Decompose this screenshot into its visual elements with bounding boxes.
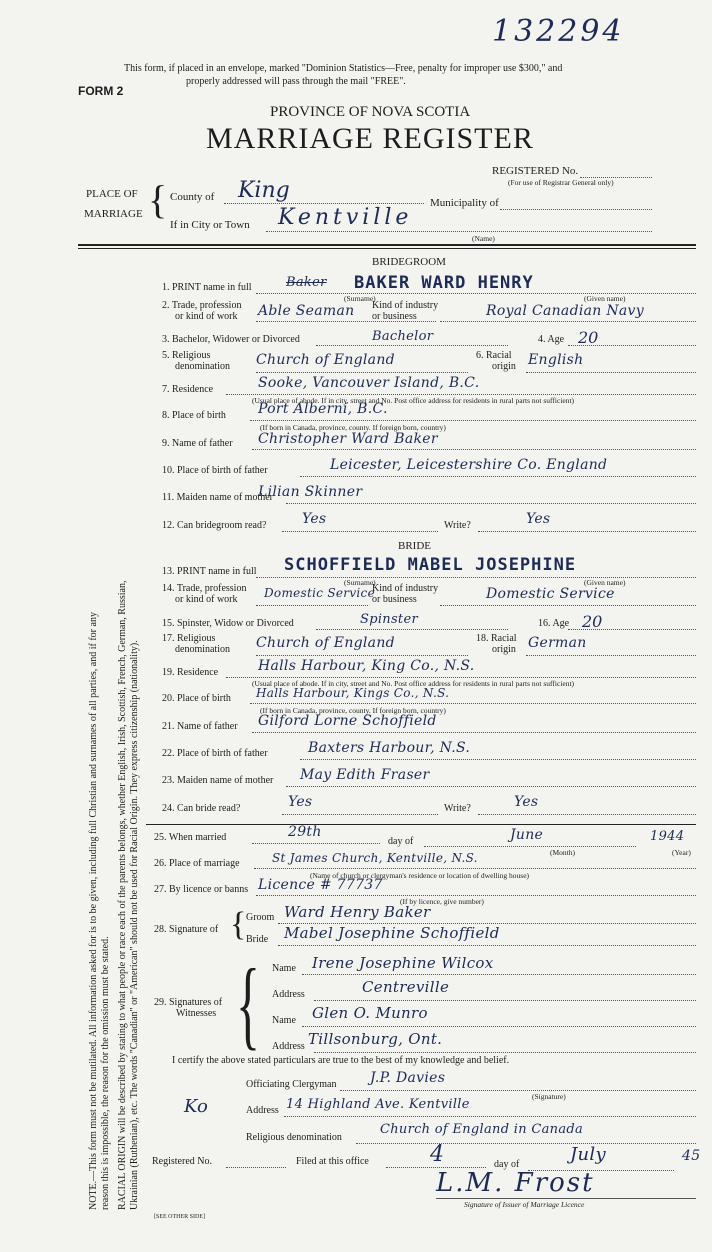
form-label: FORM 2 bbox=[78, 84, 124, 98]
field-line-6 bbox=[526, 372, 696, 373]
kind-business-label-bride: or business bbox=[372, 594, 417, 605]
groom-name: BAKER WARD HENRY bbox=[354, 273, 534, 293]
field-label-18b: origin bbox=[492, 644, 516, 655]
field-line-18 bbox=[526, 655, 696, 656]
field-label-17a: 17. Religious bbox=[162, 633, 216, 644]
residence-hint-groom: (Usual place of abode. If in city, street and No. Post office address for residents in rural parts not sufficient) bbox=[252, 396, 575, 405]
side-note-line-3: RACIAL ORIGIN will be described by stating to what people or race each of the parents belongs, whether English, Irish, Scottish, French, German, Russian, bbox=[117, 580, 128, 1210]
bride-industry: Domestic Service bbox=[486, 586, 615, 602]
field-line-19 bbox=[226, 677, 696, 678]
field-label-5a: 5. Religious bbox=[162, 350, 211, 361]
groom-mother: Lilian Skinner bbox=[258, 484, 363, 500]
field-line-9 bbox=[252, 449, 696, 450]
field-line-21 bbox=[252, 732, 696, 733]
given-hint-bride: (Given name) bbox=[584, 578, 626, 587]
field-label-14b: or kind of work bbox=[175, 594, 238, 605]
side-note-line-2: reason this is impossible, the reason for the omission must be stated. bbox=[100, 936, 111, 1210]
bride-mother: May Edith Fraser bbox=[300, 767, 430, 783]
field-label-2a: 2. Trade, profession bbox=[162, 300, 242, 311]
groom-age: 20 bbox=[578, 328, 599, 347]
bride-racial-origin: German bbox=[528, 635, 587, 651]
filed-label: Filed at this office bbox=[296, 1156, 369, 1167]
filed-month: July bbox=[570, 1144, 606, 1165]
surname-hint-groom: (Surname) bbox=[344, 294, 376, 303]
side-note-line-4: Ukrainian (Ruthenian), etc. The words "Canadian" or "American" should not be used for Racial Origin. They express citizenship (nationality). bbox=[129, 640, 140, 1210]
year-hint: (Year) bbox=[672, 848, 691, 857]
surname-hint-bride: (Surname) bbox=[344, 578, 376, 587]
field-label-19: 19. Residence bbox=[162, 667, 219, 678]
field-label-13: 13. PRINT name in full bbox=[162, 566, 257, 577]
field-label-22: 22. Place of birth of father bbox=[162, 748, 268, 759]
field-label-24: 24. Can bride read? bbox=[162, 803, 241, 814]
bride-birthplace: Halls Harbour, Kings Co., N.S. bbox=[256, 686, 450, 700]
field-line-12b bbox=[478, 531, 696, 532]
bridegroom-heading: BRIDEGROOM bbox=[372, 256, 446, 268]
field-label-14a: 14. Trade, profession bbox=[162, 583, 247, 594]
field-label-21: 21. Name of father bbox=[162, 721, 238, 732]
bride-occupation: Domestic Service bbox=[264, 586, 375, 600]
notice-line-2: properly addressed will pass through the mail "FREE". bbox=[186, 76, 406, 87]
field-label-7: 7. Residence bbox=[162, 384, 214, 395]
clergy-label: Officiating Clergyman bbox=[246, 1079, 337, 1090]
witness1-address: Centreville bbox=[362, 978, 450, 996]
city-value: Kentville bbox=[278, 205, 413, 230]
province-heading: PROVINCE OF NOVA SCOTIA bbox=[270, 104, 471, 120]
field-line-24b bbox=[478, 814, 696, 815]
place-label-2: MARRIAGE bbox=[84, 208, 143, 220]
witness1-address-line bbox=[314, 1000, 696, 1001]
groom-birthplace: Port Alberni, B.C. bbox=[258, 401, 388, 417]
witness1-address-label: Address bbox=[272, 989, 305, 1000]
municipality-line bbox=[500, 209, 652, 210]
field-line-11 bbox=[286, 503, 696, 504]
page-title: MARRIAGE REGISTER bbox=[206, 122, 534, 155]
field-label-27: 27. By licence or banns bbox=[154, 884, 249, 895]
field-label-12: 12. Can bridegroom read? bbox=[162, 520, 267, 531]
notice-line-1: This form, if placed in an envelope, marked "Dominion Statistics—Free, penalty for improper use $300," and bbox=[124, 63, 563, 74]
witness-brace: { bbox=[236, 948, 260, 1059]
issuer-hint: Signature of Issuer of Marriage Licence bbox=[464, 1200, 585, 1209]
city-name-hint: (Name) bbox=[472, 234, 495, 243]
county-value: King bbox=[238, 178, 290, 203]
signature-hint: (Signature) bbox=[532, 1092, 566, 1101]
marriage-place: St James Church, Kentville, N.S. bbox=[272, 851, 478, 865]
field-label-28: 28. Signature of bbox=[154, 924, 219, 935]
field-line-25 bbox=[252, 843, 380, 844]
groom-occupation: Able Seaman bbox=[258, 303, 355, 319]
field-line-17 bbox=[256, 655, 468, 656]
certify-statement: I certify the above stated particulars are true to the best of my knowledge and belief. bbox=[172, 1055, 510, 1066]
kind-industry-label-groom: Kind of industry bbox=[372, 300, 439, 311]
field-line-12 bbox=[282, 531, 438, 532]
groom-can-read: Yes bbox=[302, 511, 327, 527]
filed-day-of-label: day of bbox=[494, 1159, 520, 1170]
groom-name-struck: Baker bbox=[286, 275, 327, 290]
field-label-8: 8. Place of birth bbox=[162, 410, 226, 421]
write-label-groom: Write? bbox=[444, 520, 471, 531]
clergy-address: 14 Highland Ave. Kentville bbox=[286, 1097, 470, 1112]
field-label-17b: denomination bbox=[175, 644, 230, 655]
bride-name: SCHOFFIELD MABEL JOSEPHINE bbox=[284, 555, 577, 575]
margin-mark: Ko bbox=[184, 1096, 208, 1117]
clergy-signature: J.P. Davies bbox=[370, 1070, 446, 1086]
groom-father: Christopher Ward Baker bbox=[258, 431, 438, 447]
marriage-year: 1944 bbox=[650, 829, 685, 844]
bride-religion: Church of England bbox=[256, 635, 395, 651]
bride-can-read: Yes bbox=[288, 794, 313, 810]
bride-age: 20 bbox=[582, 612, 603, 631]
groom-racial-origin: English bbox=[528, 352, 584, 368]
registered-no-bottom-label: Registered No. bbox=[152, 1156, 212, 1167]
divider-top bbox=[78, 244, 696, 246]
witness2-address-label: Address bbox=[272, 1041, 305, 1052]
field-label-6b: origin bbox=[492, 361, 516, 372]
groom-religion: Church of England bbox=[256, 352, 395, 368]
birth-hint-groom: (If born in Canada, province, county. If foreign born, country) bbox=[260, 423, 446, 432]
month-hint: (Month) bbox=[550, 848, 575, 857]
licence-hint: (If by licence, give number) bbox=[400, 897, 484, 906]
groom-father-birthplace: Leicester, Leicestershire Co. England bbox=[330, 457, 608, 473]
clergy-line bbox=[340, 1090, 696, 1091]
field-line-1 bbox=[256, 293, 696, 294]
see-other-side: [SEE OTHER SIDE] bbox=[154, 1214, 205, 1220]
field-label-29a: 29. Signatures of bbox=[154, 997, 223, 1008]
city-line bbox=[266, 231, 652, 232]
field-label-2b: or kind of work bbox=[175, 311, 238, 322]
divider-marriage bbox=[146, 824, 696, 825]
field-line-14 bbox=[256, 605, 368, 606]
field-line-13 bbox=[256, 577, 696, 578]
field-label-9: 9. Name of father bbox=[162, 438, 233, 449]
witness1-name-label: Name bbox=[272, 963, 296, 974]
field-line-20 bbox=[250, 703, 696, 704]
clergy-address-label: Address bbox=[246, 1105, 279, 1116]
field-line-7 bbox=[226, 394, 696, 395]
marriage-place-hint: (Name of church or clergyman's residence or location of dwelling house) bbox=[310, 871, 530, 880]
field-label-5b: denomination bbox=[175, 361, 230, 372]
signature-brace: { bbox=[230, 906, 247, 943]
witness2-address-line bbox=[314, 1052, 696, 1053]
issuer-signature: L.M. Frost bbox=[436, 1168, 595, 1198]
field-label-23: 23. Maiden name of mother bbox=[162, 775, 274, 786]
registrar-note: (For use of Registrar General only) bbox=[508, 178, 614, 187]
day-of-label: day of bbox=[388, 836, 414, 847]
field-label-16: 16. Age bbox=[538, 618, 570, 629]
field-label-3: 3. Bachelor, Widower or Divorced bbox=[162, 334, 300, 345]
denomination-value: Church of England in Canada bbox=[380, 1122, 584, 1137]
municipality-label: Municipality of bbox=[430, 197, 499, 209]
bride-can-write: Yes bbox=[514, 794, 539, 810]
groom-residence: Sooke, Vancouver Island, B.C. bbox=[258, 375, 480, 391]
residence-hint-bride: (Usual place of abode. If in city, street and No. Post office address for residents in rural parts not sufficient) bbox=[252, 679, 575, 688]
field-line-22 bbox=[300, 759, 696, 760]
denomination-label: Religious denomination bbox=[246, 1132, 342, 1143]
witness1-name: Irene Josephine Wilcox bbox=[312, 954, 494, 972]
county-label: County of bbox=[170, 191, 215, 203]
field-label-1: 1. PRINT name in full bbox=[162, 282, 252, 293]
groom-industry: Royal Canadian Navy bbox=[486, 303, 644, 319]
field-label-10: 10. Place of birth of father bbox=[162, 465, 268, 476]
field-label-6a: 6. Racial bbox=[476, 350, 512, 361]
groom-status: Bachelor bbox=[372, 329, 434, 344]
field-line-10 bbox=[300, 476, 696, 477]
filed-day: 4 bbox=[430, 1142, 444, 1167]
field-line-25-month bbox=[424, 846, 636, 847]
field-line-27 bbox=[256, 895, 696, 896]
birth-hint-bride: (If born in Canada, province, county. If foreign born, country) bbox=[260, 706, 446, 715]
field-line-8 bbox=[250, 420, 696, 421]
clergy-address-line bbox=[284, 1116, 696, 1117]
issuer-line bbox=[436, 1198, 696, 1199]
witness2-name-label: Name bbox=[272, 1015, 296, 1026]
place-label-1: PLACE OF bbox=[86, 188, 138, 200]
field-line-26 bbox=[254, 868, 696, 869]
field-line-2b bbox=[440, 321, 696, 322]
field-label-11: 11. Maiden name of mother bbox=[162, 492, 273, 503]
kind-business-label-groom: or business bbox=[372, 311, 417, 322]
bride-father-birthplace: Baxters Harbour, N.S. bbox=[308, 740, 471, 756]
filed-year: 45 bbox=[682, 1148, 701, 1164]
witness1-name-line bbox=[302, 974, 696, 975]
registered-no-bottom-line bbox=[226, 1167, 286, 1168]
field-line-3 bbox=[316, 345, 508, 346]
field-line-5 bbox=[256, 372, 468, 373]
marriage-month: June bbox=[510, 827, 544, 843]
field-label-18a: 18. Racial bbox=[476, 633, 517, 644]
city-label: If in City or Town bbox=[170, 219, 250, 231]
bride-status: Spinster bbox=[360, 612, 418, 627]
bride-signature: Mabel Josephine Schoffield bbox=[284, 924, 500, 942]
field-label-29b: Witnesses bbox=[176, 1008, 217, 1019]
field-line-24 bbox=[282, 814, 438, 815]
marriage-day: 29th bbox=[288, 824, 322, 840]
county-line bbox=[224, 203, 424, 204]
field-line-15 bbox=[316, 629, 508, 630]
bride-sig-label: Bride bbox=[246, 934, 269, 945]
kind-industry-label-bride: Kind of industry bbox=[372, 583, 439, 594]
field-label-4: 4. Age bbox=[538, 334, 565, 345]
witness2-address: Tillsonburg, Ont. bbox=[308, 1030, 443, 1048]
witness2-name-line bbox=[302, 1026, 696, 1027]
bride-residence: Halls Harbour, King Co., N.S. bbox=[258, 658, 475, 674]
side-note-line-1: NOTE.—This form must not be mutilated. All information asked for is to be given, including full Christian and surnames of all parties, and if for any bbox=[88, 612, 99, 1210]
bride-sig-line bbox=[278, 945, 696, 946]
place-brace: { bbox=[148, 177, 168, 222]
bride-father: Gilford Lorne Schoffield bbox=[258, 713, 437, 729]
marriage-licence: Licence # 77737 bbox=[258, 877, 383, 893]
field-label-20: 20. Place of birth bbox=[162, 693, 231, 704]
witness2-name: Glen O. Munro bbox=[312, 1004, 428, 1022]
field-label-25: 25. When married bbox=[154, 832, 227, 843]
registered-no-label: REGISTERED No. bbox=[492, 165, 579, 177]
groom-can-write: Yes bbox=[526, 511, 551, 527]
groom-sig-label: Groom bbox=[246, 912, 275, 923]
field-line-14b bbox=[440, 605, 696, 606]
groom-signature: Ward Henry Baker bbox=[284, 903, 431, 921]
denomination-line bbox=[356, 1143, 696, 1144]
document-number: 132294 bbox=[492, 14, 625, 49]
field-line-23 bbox=[286, 786, 696, 787]
field-label-15: 15. Spinster, Widow or Divorced bbox=[162, 618, 294, 629]
given-hint-groom: (Given name) bbox=[584, 294, 626, 303]
write-label-bride: Write? bbox=[444, 803, 471, 814]
field-label-26: 26. Place of marriage bbox=[154, 858, 240, 869]
divider-top-2 bbox=[78, 248, 696, 249]
bride-heading: BRIDE bbox=[398, 540, 431, 552]
